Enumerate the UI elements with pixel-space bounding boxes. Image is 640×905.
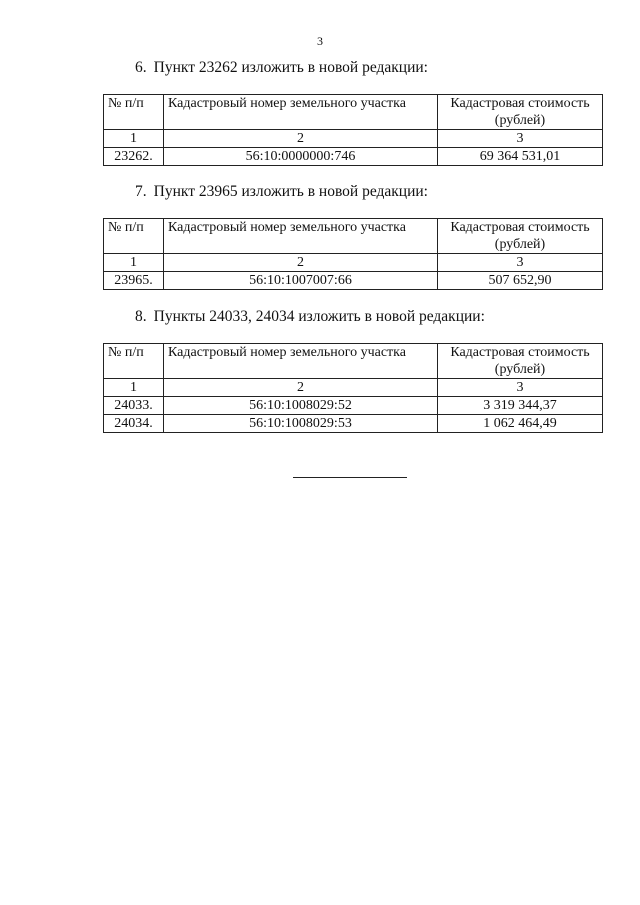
column-index-cell: 2 xyxy=(164,130,438,148)
column-index-row xyxy=(104,379,603,397)
row-number-cell: 23262. xyxy=(104,148,164,166)
header-cell-cadastral: Кадастровый номер земельного участка xyxy=(164,219,438,254)
column-index-row xyxy=(104,130,603,148)
table-row xyxy=(104,148,603,166)
column-index-cell: 3 xyxy=(438,130,603,148)
cadastral-table xyxy=(103,343,603,433)
section-text: Пункт 23262 изложить в новой редакции: xyxy=(153,59,428,76)
section-6 xyxy=(103,59,602,166)
section-heading xyxy=(103,183,602,201)
header-cell-number: № п/п xyxy=(104,344,164,379)
column-index-row xyxy=(104,254,603,272)
table-header-row xyxy=(104,344,603,379)
column-index-cell: 2 xyxy=(164,254,438,272)
cadastral-number-cell: 56:10:0000000:746 xyxy=(164,148,438,166)
section-number: 8. xyxy=(135,308,147,325)
column-index-cell: 1 xyxy=(104,130,164,148)
section-7 xyxy=(103,183,602,290)
column-index-cell: 1 xyxy=(104,254,164,272)
section-heading xyxy=(103,308,602,326)
header-cell-cost: Кадастровая стоимость (рублей) xyxy=(438,95,603,130)
cadastral-cost-cell: 69 364 531,01 xyxy=(438,148,603,166)
page-number: 3 xyxy=(317,34,323,48)
row-number-cell: 24034. xyxy=(104,415,164,433)
section-text: Пункты 24033, 24034 изложить в новой редакции: xyxy=(153,308,485,325)
table-row xyxy=(104,272,603,290)
section-number: 7. xyxy=(135,183,147,200)
table-header-row xyxy=(104,219,603,254)
cadastral-number-cell: 56:10:1007007:66 xyxy=(164,272,438,290)
section-number: 6. xyxy=(135,59,147,76)
cadastral-number-cell: 56:10:1008029:53 xyxy=(164,415,438,433)
cadastral-table xyxy=(103,218,603,290)
cadastral-number-cell: 56:10:1008029:52 xyxy=(164,397,438,415)
header-cell-cost: Кадастровая стоимость (рублей) xyxy=(438,344,603,379)
column-index-cell: 2 xyxy=(164,379,438,397)
column-index-cell: 3 xyxy=(438,254,603,272)
cadastral-cost-cell: 507 652,90 xyxy=(438,272,603,290)
cadastral-table xyxy=(103,94,603,166)
end-of-document-line xyxy=(293,477,407,478)
table-row xyxy=(104,397,603,415)
cadastral-cost-cell: 1 062 464,49 xyxy=(438,415,603,433)
header-cell-number: № п/п xyxy=(104,219,164,254)
row-number-cell: 23965. xyxy=(104,272,164,290)
table-header-row xyxy=(104,95,603,130)
section-heading xyxy=(103,59,602,77)
column-index-cell: 1 xyxy=(104,379,164,397)
header-cell-cadastral: Кадастровый номер земельного участка xyxy=(164,344,438,379)
column-index-cell: 3 xyxy=(438,379,603,397)
header-cell-number: № п/п xyxy=(104,95,164,130)
section-8 xyxy=(103,308,602,433)
row-number-cell: 24033. xyxy=(104,397,164,415)
section-text: Пункт 23965 изложить в новой редакции: xyxy=(153,183,428,200)
header-cell-cadastral: Кадастровый номер земельного участка xyxy=(164,95,438,130)
table-row xyxy=(104,415,603,433)
header-cell-cost: Кадастровая стоимость (рублей) xyxy=(438,219,603,254)
cadastral-cost-cell: 3 319 344,37 xyxy=(438,397,603,415)
